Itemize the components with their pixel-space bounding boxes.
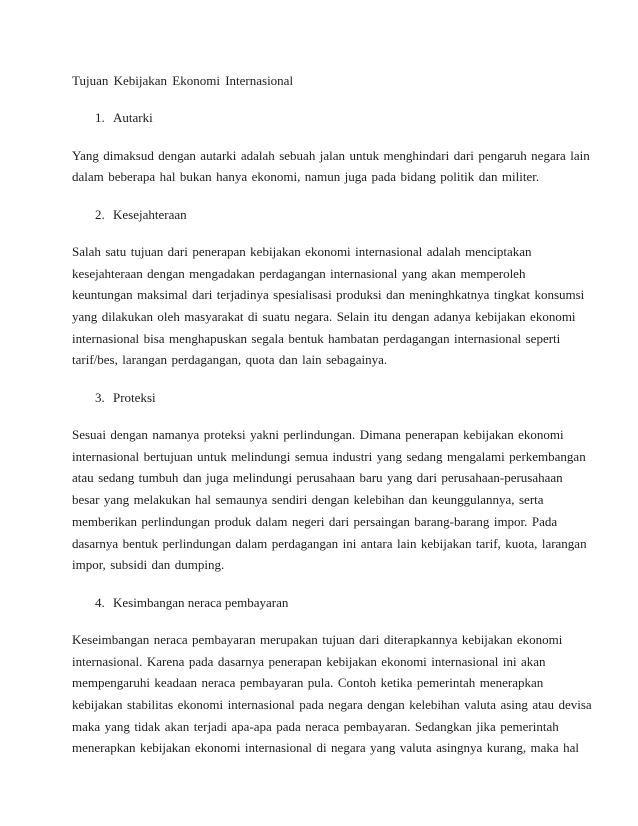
- paragraph-kesejahteraan: [72, 241, 585, 371]
- text-line: internasional bertujuan untuk melindungi semua industri yang sedang mengalami perkembangan: [72, 448, 586, 464]
- text-line: Sesuai dengan namanya proteksi yakni perlindungan. Dimana penerapan kebijakan ekonomi: [72, 427, 564, 442]
- paragraph-proteksi: [72, 424, 587, 576]
- list-label: Proteksi: [113, 389, 156, 405]
- text-line: yang dilakukan oleh masyarakat di suatu negara. Selain itu dengan adanya kebijakan ekonomi: [72, 309, 576, 324]
- text-line: besar yang melakukan hal semaunya sendiri dengan kelebihan dan keunggulannya, serta: [72, 492, 544, 508]
- paragraph-keseimbangan: [72, 629, 592, 759]
- list-label: Kesimbangan neraca pembayaran: [113, 594, 289, 610]
- text-line: atau sedang tumbuh dan juga melindungi perusahaan baru yang dari perusahaan-perusahaan: [72, 470, 563, 486]
- text-line: menerapkan kebijakan ekonomi internasional di negara yang valuta asingnya kurang, maka hal: [72, 740, 580, 756]
- list-label: Kesejahteraan: [113, 206, 187, 222]
- text-line: tarif/bes, larangan perdagangan, quota dan lain sebagainya.: [72, 352, 388, 368]
- text-line: dasarnya bentuk perlindungan dalam perdagangan ini antara lain kebijakan tarif, kuota, larangan: [72, 535, 587, 551]
- text-line: internasional bisa menghapuskan segala bentuk hambatan perdagangan internasional seperti: [72, 330, 561, 346]
- list-item-heading-autarki: [72, 107, 578, 129]
- text-line: maka yang tidak akan terjadi apa-apa pada neraca pembayaran. Sedangkan jika pemerintah: [72, 718, 559, 734]
- list-item-heading-kesejahteraan: [72, 204, 578, 226]
- list-number: 1.: [95, 110, 105, 126]
- list-item-heading-keseimbangan: [72, 592, 578, 614]
- text-line: kebijakan stabilitas ekonomi internasional pada negara dengan kelebihan valuta asing atau devisa: [72, 696, 592, 712]
- list-number: 3.: [95, 389, 105, 405]
- text-line: impor, subsidi dan dumping.: [72, 557, 225, 573]
- text-line: memberikan perlindungan produk dalam negeri dari persaingan barang-barang impor. Pada: [72, 513, 558, 529]
- list-label: Autarki: [113, 110, 153, 126]
- list-item-heading-proteksi: [72, 387, 578, 409]
- page-title: Tujuan Kebijakan Ekonomi Internasional: [72, 73, 294, 88]
- list-number: 4.: [95, 594, 105, 610]
- text-line: Yang dimaksud dengan autarki adalah sebuah jalan untuk menghindari dari pengaruh negara lain: [72, 147, 590, 163]
- text-line: Keseimbangan neraca pembayaran merupakan tujuan dari diterapkannya kebijakan ekonomi: [72, 631, 563, 647]
- text-line: dalam beberapa hal bukan hanya ekonomi, namun juga pada bidang politik dan militer.: [72, 169, 540, 185]
- text-line: Salah satu tujuan dari penerapan kebijakan ekonomi internasional adalah menciptakan: [72, 243, 532, 259]
- text-line: keuntungan maksimal dari terjadinya spesialisasi produksi dan meninghkatnya tingkat konsumsi: [72, 287, 585, 303]
- text-line: mempengaruhi keadaan neraca pembayaran pula. Contoh ketika pemerintah menerapkan: [72, 675, 544, 691]
- paragraph-autarki: [72, 145, 590, 188]
- list-number: 2.: [95, 206, 105, 222]
- text-line: kesejahteraan dengan mengadakan perdagangan internasional yang akan memperoleh: [72, 265, 526, 281]
- text-line: internasional. Karena pada dasarnya penerapan kebijakan ekonomi internasional ini akan: [72, 653, 546, 669]
